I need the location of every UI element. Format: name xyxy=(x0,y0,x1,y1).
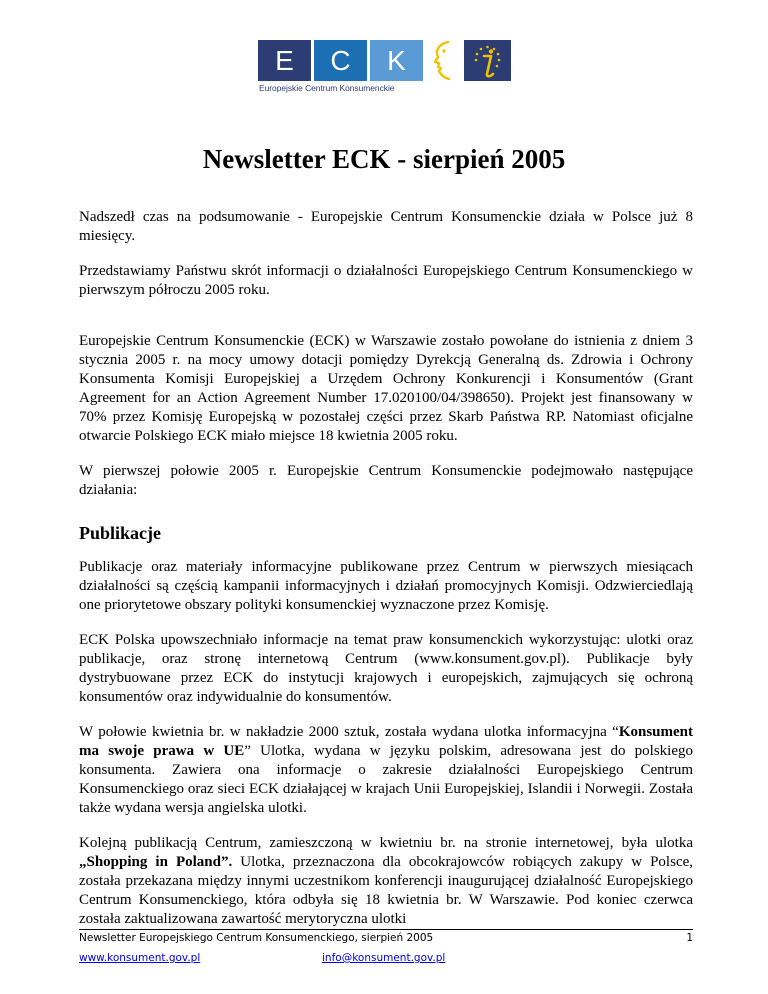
logo-tile-c xyxy=(314,40,367,81)
logo-letter-k: K xyxy=(387,44,406,76)
publikacje-paragraph-3 xyxy=(79,723,693,818)
publikacje-paragraph-2: ECK Polska upowszechniało informacje na temat praw konsumenckich wykorzystując: ulotki oraz publikacje, oraz stronę internetową Centrum (www.konsument.gov.pl). Publikacje były dystrybuowane przez ECK do instytucji krajowych i europejskich, zajmujących się ochroną konsumentów oraz indywidualnie do konsumentów. xyxy=(79,632,693,705)
p3-text-b: ” Ulotka, wydana w języku polskim, adresowana jest do polskiego konsumenta. Zawiera ona informacje o zakresie działalności Europejskiego Centrum Konsumenckiego oraz sieci ECK działającej w krajach Unii Europejskiej, Islandii i Norwegii. Została także wydana wersja angielska ulotki. xyxy=(79,743,693,816)
newsletter-title: Newsletter ECK - sierpień 2005 xyxy=(202,144,566,174)
website-link[interactable]: www.konsument.gov.pl xyxy=(79,952,201,964)
p4-text-b: Ulotka, przeznaczona dla obcokrajowców robiących zakupy w Polsce, została przekazana między innymi uczestnikom konferencji inaugurującej działalność Europejskiego Centrum Konsumenckiego, która odbyła się 18 kwietnia br. W Warszawie. Pod koniec czerwca została zaktualizowana zawartość merytoryczna ulotki xyxy=(79,854,694,927)
publikacje-paragraph-1: Publikacje oraz materiały informacyjne publikowane przez Centrum w pierwszych miesiącach działalności są częścią kampanii informacyjnych i działań promocyjnych Komisji. Odzwierciedlają one priorytetowe obszary polityki konsumenckiej wyznaczone przez Komisję. xyxy=(79,559,693,613)
intro-paragraph-1: Nadszedł czas na podsumowanie - Europejskie Centrum Konsumenckie działa w Polsce już 8 miesięcy. xyxy=(79,209,693,244)
intro-paragraph-4: W pierwszej połowie 2005 r. Europejskie Centrum Konsumenckie podejmowało następujące działania: xyxy=(79,463,693,498)
logo-tile-e xyxy=(258,40,311,81)
publikacje-paragraph-4 xyxy=(79,834,693,929)
section-heading-publikacje: Publikacje xyxy=(79,523,162,543)
main-content xyxy=(79,208,693,945)
p3-text-a: W połowie kwietnia br. w nakładzie 2000 sztuk, została wydana ulotka informacyjna “ xyxy=(79,724,619,740)
email-link[interactable]: info@konsument.gov.pl xyxy=(322,952,446,964)
leaflet-title-konsument: Konsument ma swoje prawa w UE xyxy=(79,724,693,759)
logo-caption: Europejskie Centrum Konsumenckie xyxy=(259,83,395,93)
logo-tile-k xyxy=(370,40,423,81)
logo-letter-c: C xyxy=(330,44,351,76)
intro-paragraph-2: Przedstawiamy Państwu skrót informacji o działalności Europejskiego Centrum Konsumenckiego w pierwszym półroczu 2005 roku. xyxy=(79,263,693,298)
leaflet-title-shopping: „Shopping in Poland”. xyxy=(79,854,233,870)
eu-info-icon xyxy=(464,40,511,81)
intro-paragraph-3: Europejskie Centrum Konsumenckie (ECK) w Warszawie zostało powołane do istnienia z dniem 3 stycznia 2005 r. na mocy umowy dotacji pomiędzy Dyrekcją Generalną ds. Zdrowia i Ochrony Konsumenta Komisji Europejskiej a Urzędem Ochrony Konkurencji i Konsumentów (Grant Agreement for an Action Agreement Number 17.020100/04/398650). Projekt jest finansowany w 70% przez Komisję Europejską w pozostałej części przez Skarb Państwa RP. Natomiast oficjalne otwarcie Polskiego ECK miało miejsce 18 kwietnia 2005 roku. xyxy=(79,333,693,444)
page-footer xyxy=(79,929,693,969)
eck-logo xyxy=(258,40,511,100)
logo-letter-e: E xyxy=(275,44,294,76)
page-number: 1 xyxy=(686,932,693,944)
p4-text-a: Kolejną publikacją Centrum, zamieszczoną w kwietniu br. na stronie internetowej, była ulotka xyxy=(79,835,693,851)
footer-text: Newsletter Europejskiego Centrum Konsumenckiego, sierpień 2005 xyxy=(79,932,434,944)
logo-face-icon xyxy=(426,40,461,81)
